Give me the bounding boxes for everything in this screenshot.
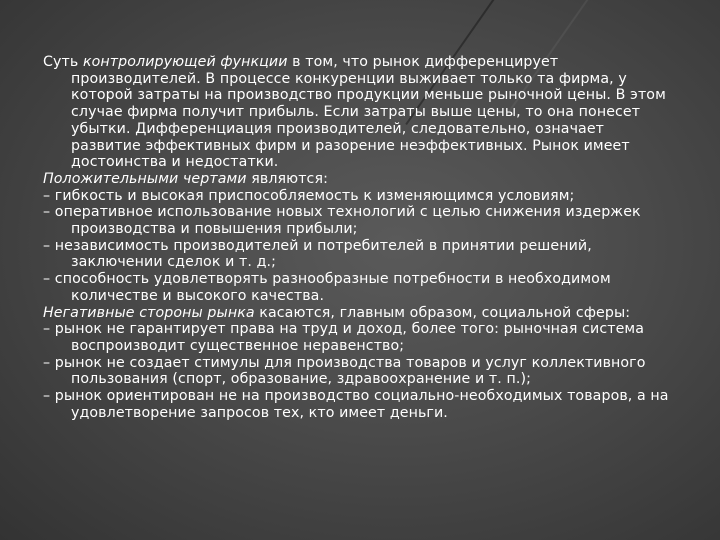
text-run: – независимость производителей и потребителей в принятии решений, заключении сделок и т. д.;	[43, 237, 592, 271]
text-run: касаются, главным образом, социальной сферы:	[254, 304, 631, 321]
text-run: – рынок не создает стимулы для производства товаров и услуг коллективного пользования (спорт, образование, здравоохранение и т. п.);	[43, 354, 646, 388]
paragraph	[43, 171, 675, 188]
italic-term: Негативные стороны рынка	[43, 304, 255, 321]
text-run: в том, что рынок дифференцирует производителей. В процессе конкуренции выживает только та фирма, у которой затраты на производство продукции меньше рыночной цены. В этом случае фирма получит прибыль. Если затраты выше цены, то она понесет убытки. Дифференциация производителей, следовательно, означает развитие эффективных фирм и разорение неэффективных. Рынок имеет достоинства и недостатки.	[71, 54, 666, 171]
text-run: – рынок ориентирован не на производство социально-необходимых товаров, а на удовлетворение запросов тех, кто имеет деньги.	[43, 388, 669, 421]
paragraph	[43, 305, 675, 322]
italic-term: Положительными чертами	[43, 170, 247, 187]
list-item	[43, 238, 675, 271]
list-item	[43, 204, 675, 237]
list-item	[43, 355, 675, 388]
text-run: Суть	[43, 54, 83, 70]
text-run: – рынок не гарантирует права на труд и доход, более того: рыночная система воспроизводит существенное неравенство;	[43, 321, 645, 354]
slide-text	[43, 54, 675, 421]
text-run: – способность удовлетворять разнообразные потребности в необходимом количестве и высокого качества.	[43, 271, 611, 304]
text-run: являются:	[246, 170, 328, 187]
list-item	[43, 271, 675, 304]
paragraph	[43, 54, 675, 171]
list-item	[43, 321, 675, 354]
list-item	[43, 388, 675, 421]
italic-term: контролирующей функции	[82, 54, 288, 70]
text-run: – гибкость и высокая приспособляемость к изменяющимся условиям;	[43, 187, 575, 204]
text-run: – оперативное использование новых технологий с целью снижения издержек производства и повышения прибыли;	[43, 204, 641, 238]
list-item	[43, 188, 675, 205]
